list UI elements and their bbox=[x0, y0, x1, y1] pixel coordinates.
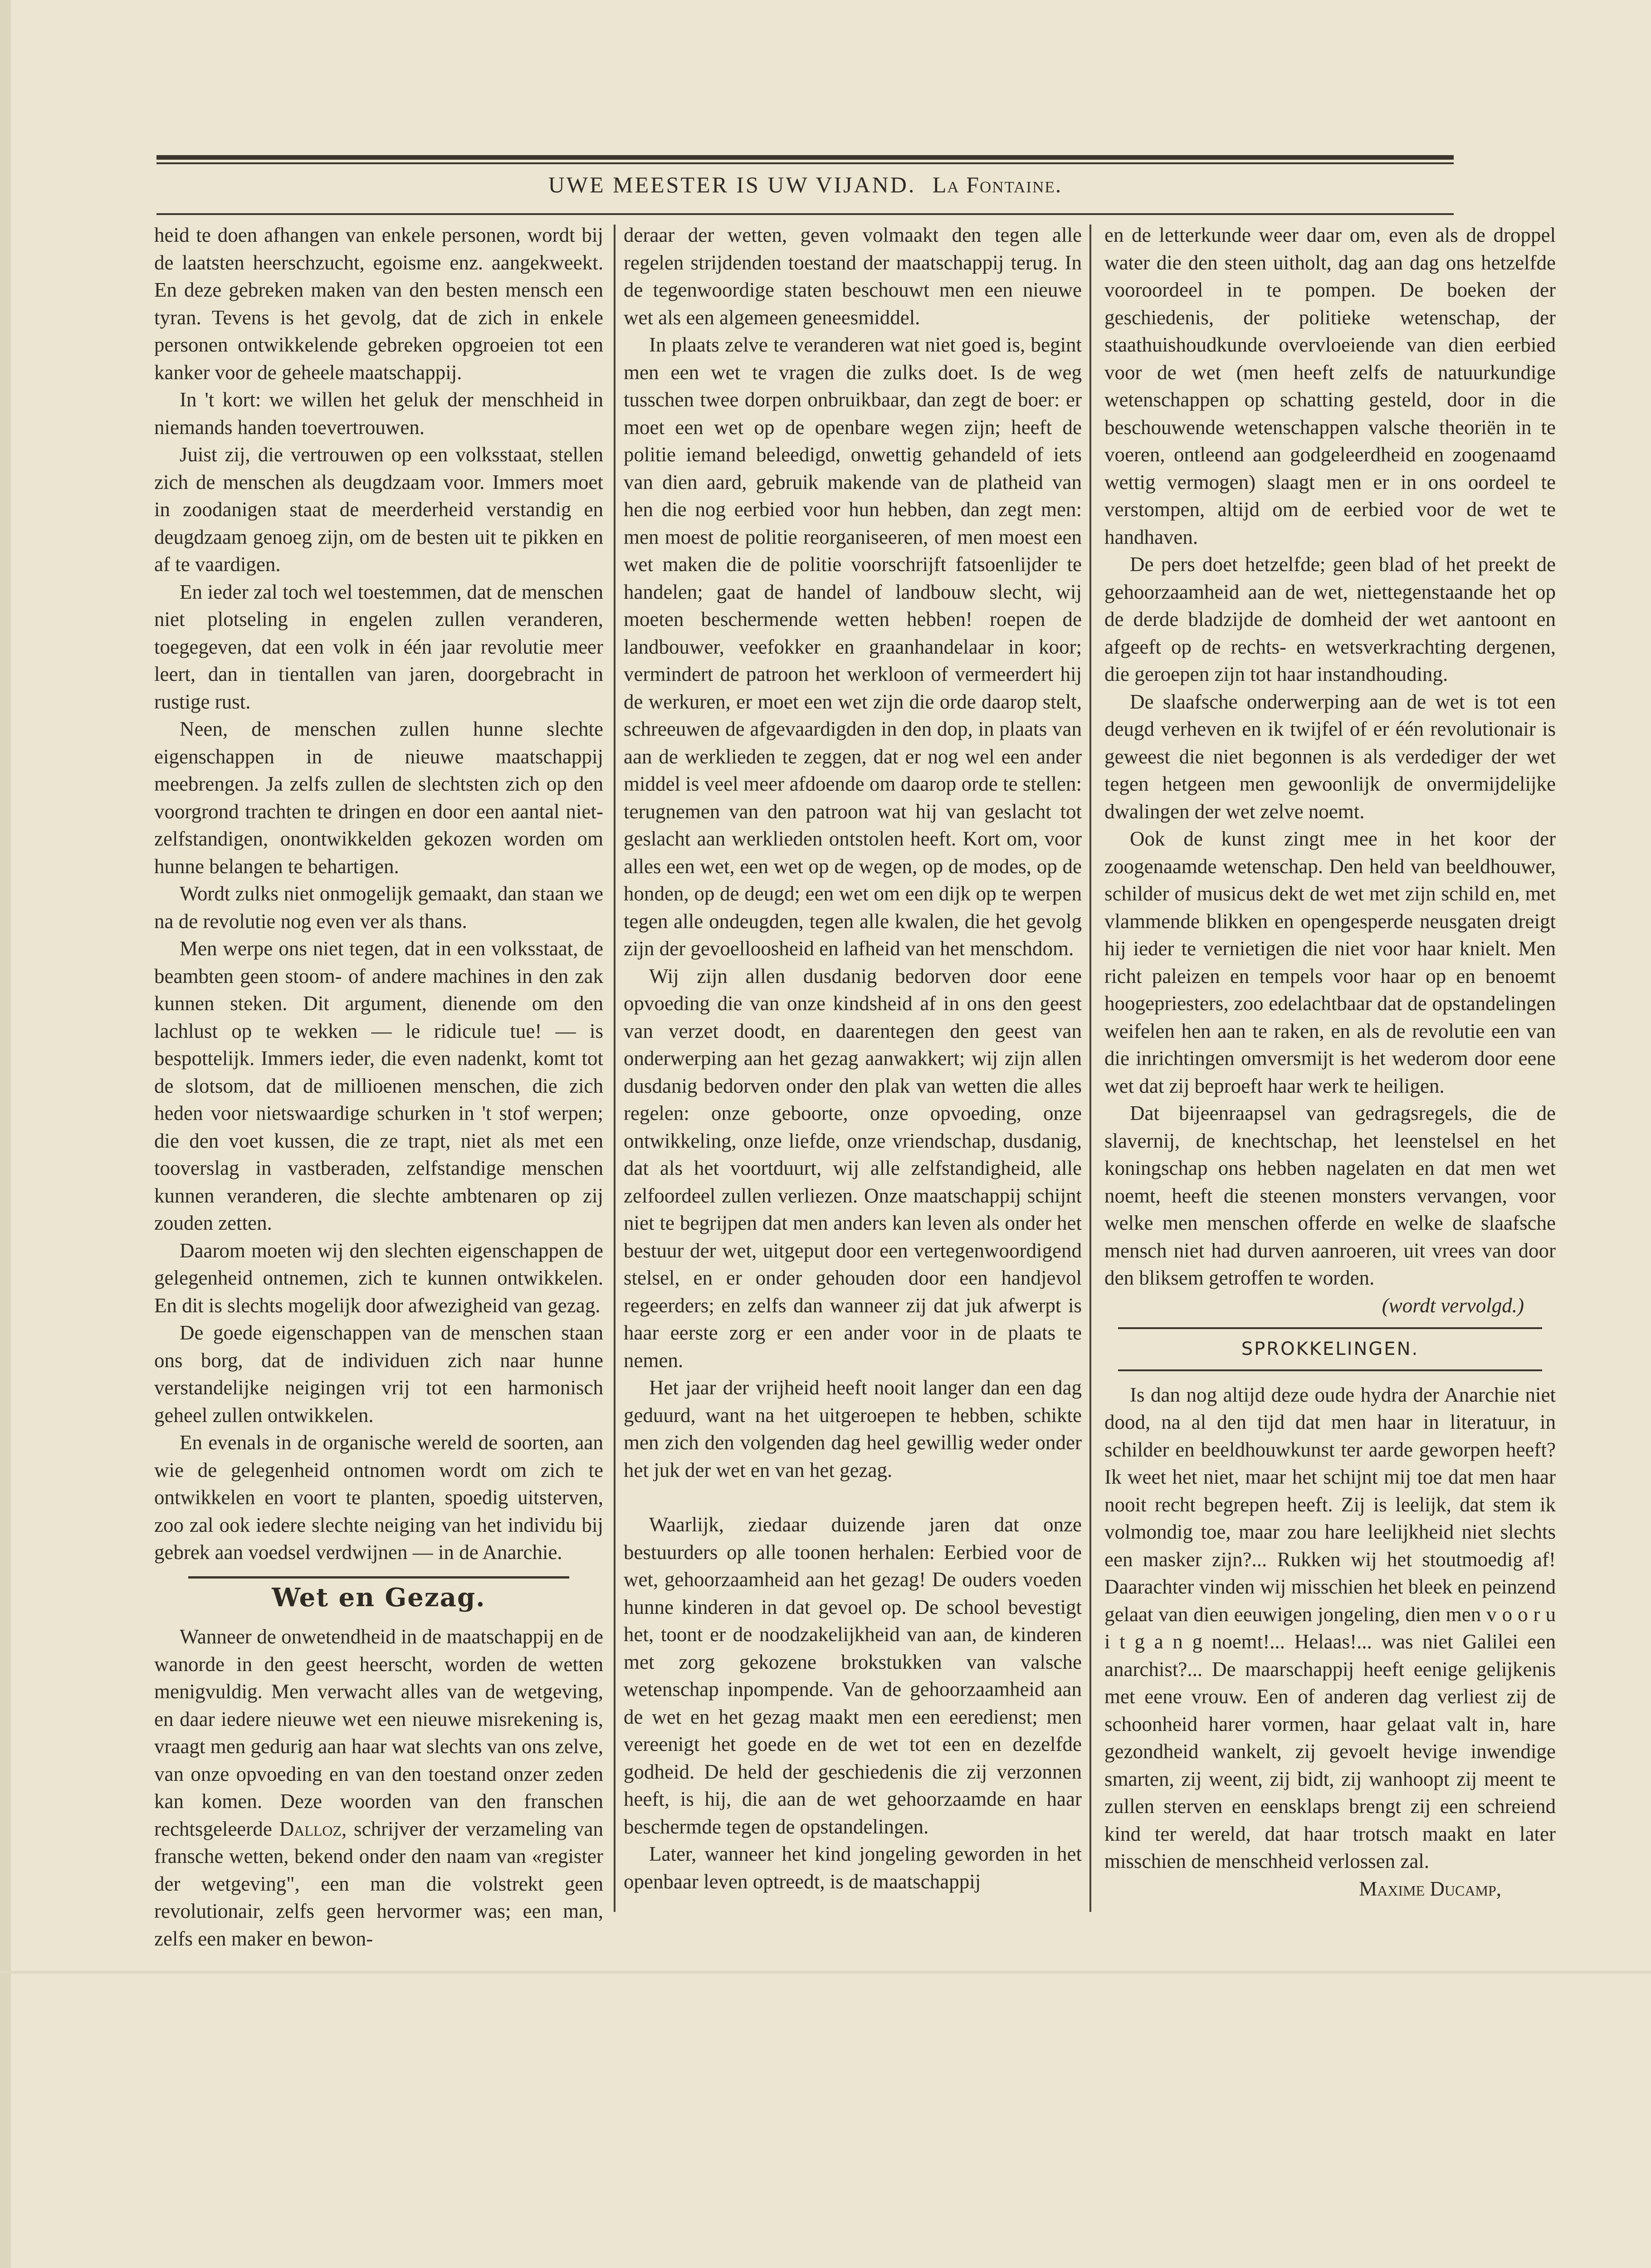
col1-paragraph: Neen, de menschen zullen hunne slechte eigenschappen in de nieuwe maatschappij meebrengen. Ja zelfs zullen de slechtsten zich op den voorgrond trachten te dringen en door een aantal niet-zelfstandigen, onontwikkelden gekozen worden om hunne belangen te behartigen. bbox=[154, 718, 603, 878]
masthead-motto bbox=[156, 171, 1454, 198]
col1-paragraph: Men werpe ons niet tegen, dat in een volksstaat, de beambten geen stoom- of andere machines in den zak kunnen steken. Dit argument, dienende om den lachlust op te wekken — le ridicule tue! — is bespottelijk. Immers ieder, die even nadenkt, komt tot de slotsom, dat de millioenen menschen, die zich heden voor nietswaardige schurken in 't stof werpen; die den voet kussen, die ze trapt, niet als met een tooverslag in vastberaden, zelfstandige menschen kunnen veranderen, die slechte ambtenaren op zij zouden zetten. bbox=[154, 937, 603, 1234]
section-title-wet-en-gezag: Wet en Gezag. bbox=[272, 1582, 486, 1613]
masthead-top-thin-rule bbox=[156, 162, 1454, 164]
col3-paragraph: Ook de kunst zingt mee in het koor der zoogenaamde wetenschap. Den held van beeldhouwer, schilder of musicus dekt de wet met zijn schild en, met vlammende blikken en opengesperde neusgaten dreigt hij ieder te vernietigen die niet voor haar knielt. Men richt paleizen en tempels voor haar op en benoemt hoogepriesters, zoo edelachtbaar dat de opstandelingen weifelen hen aan te raken, en als de revolutie een van die inrichtingen omversmijt is het wederom door eene wet dat zij beproeft haar werk te heiligen. bbox=[1104, 827, 1556, 1097]
col3-paragraph: Dat bijeenraapsel van gedragsregels, die de slavernij, de knechtschap, het leenstelsel en het koningschap ons hebben nagelaten en dat men wet noemt, heeft die steenen monsters vervangen, voor welke men menschen offerde en welke de slaafsche mensch niet had durven aanroeren, uit vrees van door den bliksem getroffen te worden. bbox=[1104, 1102, 1556, 1289]
masthead-top-rule bbox=[156, 155, 1454, 160]
col2-paragraph: In plaats zelve te veranderen wat niet goed is, begint men een wet te vragen die zulks doet. Is de weg tusschen twee dorpen onbruikbaar, dan zegt de boer: er moet een wet op de openbare wegen zijn; heeft de politie iemand beleedigd, onwettig gehandeld of iets van dien aard, gebruik makende van de platheid van hen die nog eerbied voor hun hebben, dan zegt men: men moest de politie reorganiseeren, of men moest een wet maken die de politie voorschrijft fatsoenlijder te handelen; gaat de handel of landbouw slecht, wij moeten beschermende wetten hebben! roepen de landbouwer, veefokker en graanhandelaar in koor; vermindert de patroon het werkloon of vermeerdert hij de werkuren, er moet een wet zijn die orde daarop stelt, schreeuwen de afgevaardigden in den dop, in plaats van aan de werklieden te zeggen, dat er nog wel een ander middel is veel meer afdoende om daarop orde te stellen: terugnemen van den patroon wat hij van geslacht tot geslacht aan werklieden ontstolen heeft. Kort om, voor alles een wet, een wet op de wegen, op de modes, op de honden, op de deugd; een wet om een dijk op te werpen tegen alle ondeugden, tegen alle kwalen, die het gevolg zijn der gevoelloosheid en lafheid van het menschdom. bbox=[624, 333, 1082, 960]
jurist-name: Dalloz bbox=[279, 1817, 342, 1840]
masthead-bottom-rule bbox=[156, 213, 1454, 215]
masthead bbox=[156, 150, 1454, 227]
col3-paragraph: De slaafsche onderwerping aan de wet is tot een deugd verheven en ik twijfel of er één revolutionair is geweest die niet begonnen is als verdediger der wet tegen hetgeen men gewoonlijk de onvermijdelijke dwalingen der wet zelve noemt. bbox=[1104, 690, 1556, 823]
col1-paragraph: In 't kort: we willen het geluk der menschheid in niemands handen toevertrouwen. bbox=[154, 388, 603, 439]
col1-paragraph bbox=[154, 1623, 603, 1952]
column-divider bbox=[1089, 225, 1091, 1912]
signature: Maxime Ducamp, bbox=[1359, 1877, 1501, 1900]
motto-author: La Fontaine. bbox=[932, 172, 1062, 197]
col2-paragraph: Het jaar der vrijheid heeft nooit langer dan een dag geduurd, want na het uitgeroepen te hebben, schikte men zich den volgenden dag heel gewillig weder onder het juk der wet en van het gezag. bbox=[624, 1376, 1082, 1481]
section-rule bbox=[1118, 1369, 1542, 1371]
paragraph-gap bbox=[624, 1484, 1082, 1511]
section-title-sprokkelingen: SPROKKELINGEN. bbox=[1241, 1339, 1419, 1359]
page-edge-shadow bbox=[0, 0, 11, 2268]
col1-paragraph: En evenals in de organische wereld de soorten, aan wie de gelegenheid ontnomen wordt om zich te ontwikkelen en voort te planten, spoedig uitsterven, zoo zal ook iedere slechte neiging van het individu bij gebrek aan voedsel verdwijnen — in de Anarchie. bbox=[154, 1431, 603, 1564]
column-1 bbox=[154, 221, 603, 1950]
col2-paragraph: deraar der wetten, geven volmaakt den tegen alle regelen strijdenden toestand der maatschappij terug. In de tegenwoordige staten beschouwt men een nieuwe wet als een algemeen geneesmiddel. bbox=[624, 224, 1082, 329]
column-divider bbox=[614, 225, 615, 1912]
fold-crease bbox=[0, 1971, 1651, 1974]
column-2 bbox=[624, 221, 1082, 1918]
col2-paragraph: Wij zijn allen dusdanig bedorven door eene opvoeding die van onze kindsheid af in ons den geest van verzet doodt, en daarentegen den geest van onderwerping aan het gezag aanwakkert; wij zijn allen dusdanig bedorven onder den plak van wetten die alles regelen: onze geboorte, onze opvoeding, onze ontwikkeling, onze liefde, onze vriendschap, dusdanig, dat als het voortduurt, wij alle zelfstandigheid, alle zelfoordeel zullen verliezen. Onze maatschappij schijnt niet te begrijpen dat men anders kan leven als onder het bestuur der wet, uitgeput door een vertegenwoordigend stelsel, en er onder gehouden door een handjevol regeerders; en zelfs dan wanneer zij dat juk afwerpt is haar eerste zorg er een ander voor in de plaats te nemen. bbox=[624, 964, 1082, 1372]
text-span: Wanneer de onwetendheid in de maatschappij en de wanorde in den geest heerscht, worden de wetten menigvuldig. Men verwacht alles van de wetgeving, en daar iedere nieuwe wet een nieuwe misrekening is, vraagt men gedurig aan haar wat slechts van ons zelve, van onze opvoeding en van den toestand onzer zeden kan komen. Deze woorden van den franschen rechtsgeleerde bbox=[154, 1625, 603, 1840]
col1-paragraph: heid te doen afhangen van enkele personen, wordt bij de laatsten heerschzucht, egoisme enz. aangekweekt. En deze gebreken maken van den besten mensch een tyran. Tevens is het gevolg, dat de zich in enkele personen ontwikkelende gebreken opgroeien tot een kanker voor de geheele maatschappij. bbox=[154, 224, 603, 384]
column-3 bbox=[1104, 221, 1556, 1918]
sprokkelingen-header bbox=[1104, 1327, 1556, 1371]
to-be-continued: (wordt vervolgd.) bbox=[1382, 1294, 1524, 1317]
section-rule bbox=[188, 1576, 569, 1579]
col3-paragraph: De pers doet hetzelfde; geen blad of het preekt de gehoorzaamheid aan de wet, niettegenstaande het op de derde bladzijde de domheid der wet aantoont en afgeeft op de rechts- en wetsverkrachting dergenen, die geroepen zijn tot haar instandhouding. bbox=[1104, 553, 1556, 685]
col1-paragraph: En ieder zal toch wel toestemmen, dat de menschen niet plotseling in engelen zullen veranderen, toegegeven, dat een volk in één jaar revolutie meer leert, dan in tientallen van jaren, doorgebracht in rustige rust. bbox=[154, 580, 603, 713]
col1-paragraph: De goede eigenschappen van de menschen staan ons borg, dat de individuen zich naar hunne verstandelijke neigingen vrij tot een harmonisch geheel zullen ontwikkelen. bbox=[154, 1321, 603, 1427]
motto-text: UWE MEESTER IS UW VIJAND. bbox=[548, 172, 916, 197]
col3-paragraph: Is dan nog altijd deze oude hydra der Anarchie niet dood, na al den tijd dat men haar in literatuur, in schilder en beeldhouwkunst ter aarde geworpen heeft? Ik weet het niet, maar het schijnt mij toe dat men haar nooit recht begrepen heeft. Zij is leelijk, dat stem ik volmondig toe, maar zou hare leelijkheid niet slechts een masker zijn?... Rukken wij het stoutmoedig af! Daarachter vinden wij misschien het bleek en peinzend gelaat van dien eeuwigen jongeling, dien men v o o r u i t g a n g noemt!... Helaas!... was niet Galilei een anarchist?... De maarschappij heeft eenige gelijkenis met eene vrouw. Een of anderen dag verliest zij de schoonheid harer vormen, haar gelaat valt in, hare gezondheid wankelt, zij gevoelt hevige inwendige smarten, zij weent, zij bidt, zij wanhoopt zij meent te zullen sterven en eensklaps brengt zij een schreiend kind ter wereld, dat haar trotsch maakt en later misschien de menschheid verlossen zal. bbox=[1104, 1383, 1556, 1872]
col1-paragraph: Wordt zulks niet onmogelijk gemaakt, dan staan we na de revolutie nog even ver als thans. bbox=[154, 882, 603, 933]
col1-paragraph: Juist zij, die vertrouwen op een volksstaat, stellen zich de menschen als deugdzaam voor. Immers moet in zoodanigen staat de meerderheid verstandig en deugdzaam genoeg zijn, om de besten uit te pikken en af te vaardigen. bbox=[154, 443, 603, 576]
col1-paragraph: Daarom moeten wij den slechten eigenschappen de gelegenheid ontnemen, zich te kunnen ontwikkelen. En dit is slechts mogelijk door afwezigheid van gezag. bbox=[154, 1239, 603, 1317]
col2-paragraph: Waarlijk, ziedaar duizende jaren dat onze bestuurders op alle toonen herhalen: Eerbied voor de wet, gehoorzaamheid aan het gezag! De ouders voeden hunne kinderen in dat gevoel op. De school bevestigt het, toont er de noodzakelijkheid van aan, de kinderen met zorg gekozene brokstukken van valsche wetenschap inpompende. Van de gehoorzaamheid aan de wet en het gezag maakt men een eeredienst; men vereenigt het goede en de wet tot een en dezelfde godheid. De held der geschiedenis die zij verzonnen heeft, is hij, die aan de wet gehoorzaamde en haar beschermde tegen de opstandelingen. bbox=[624, 1513, 1082, 1838]
text-span: , schrijver der verzameling van fransche wetten, bekend onder den naam van «register der wetgeving", een man die volstrekt geen revolutionair, zelfs geen hervormer was; een man, zelfs een maker en bewon- bbox=[154, 1817, 603, 1950]
col3-paragraph: en de letterkunde weer daar om, even als de droppel water die den steen uitholt, dag aan dag ons hetzelfde vooroordeel in te pompen. De boeken der geschiedenis, der politieke wetenschap, der staathuishoudkunde overvloeiende van dien eerbied voor de wet (men heeft zelfs de natuurkundige wetenschappen op schatting gesteld, door in die beschouwende wetenschappen valsche theoriën in te voeren, ontleend aan godgeleerdheid en zoogenaamd wettig vermogen) slaagt men er in ons oordeel te verstompen, altijd om de eerbied voor de wet te handhaven. bbox=[1104, 224, 1556, 548]
col2-paragraph: Later, wanneer het kind jongeling geworden in het openbaar leven optreedt, is de maatschappij bbox=[624, 1843, 1082, 1893]
